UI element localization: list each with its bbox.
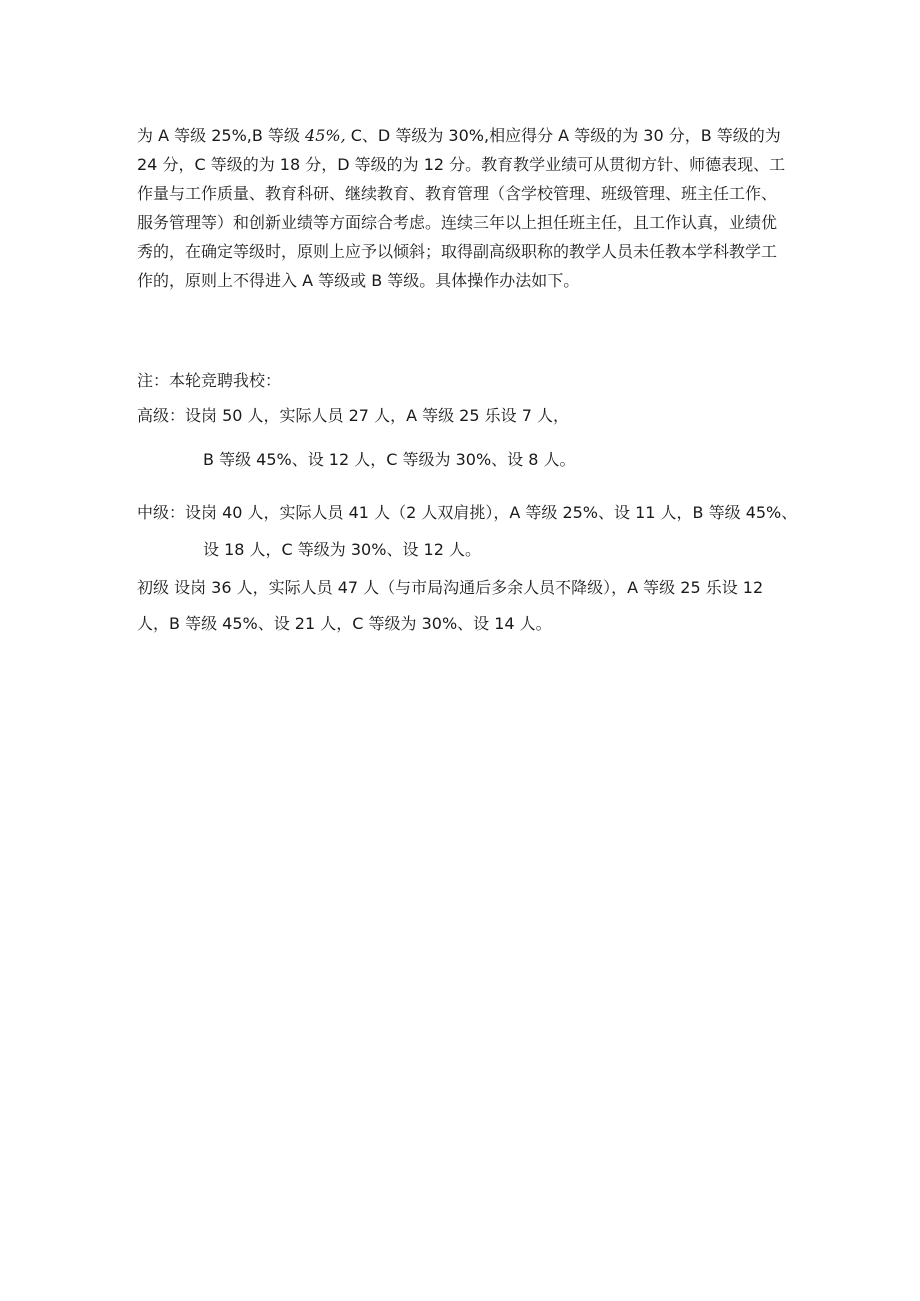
intermediate-line-1: 中级：设岗 40 人，实际人员 41 人（2 人双肩挑），A 等级 25%、设 11 人，B 等级 45%、 bbox=[137, 503, 798, 522]
junior-line-2: 人，B 等级 45%、设 21 人，C 等级为 30%、设 14 人。 bbox=[137, 614, 552, 633]
body-paragraph-lead: 为 A 等级 25%,B 等级 bbox=[137, 126, 306, 145]
intermediate-line-2: 设 18 人，C 等级为 30%、设 12 人。 bbox=[203, 540, 481, 559]
junior-line-1: 初级 设岗 36 人，实际人员 47 人（与市局沟通后多余人员不降级），A 等级 25 乐设 12 bbox=[137, 578, 764, 597]
body-paragraph-italic-value: 45%, bbox=[305, 126, 346, 145]
senior-line-1: 高级：设岗 50 人，实际人员 27 人，A 等级 25 乐设 7 人， bbox=[137, 406, 569, 425]
body-paragraph-rest: C、D 等级为 30%,相应得分 A 等级的为 30 分，B 等级的为 24 分，C 等级的为 18 分，D 等级的为 12 分。教育教学业绩可从贯彻方针、师德表现、工作量与工作质量、教育科研、继续教育、教育管理（含学校管理、班级管理、班主任工作、服务管理等）和创新业绩等方面综合考虑。连续三年以上担任班主任，且工作认真，业绩优秀的，在确定等级时，原则上应予以倾斜；取得副高级职称的教学人员未任教本学科教学工作的，原则上不得进入 A 等级或 B 等级。具体操作办法如下。 bbox=[137, 126, 786, 290]
body-paragraph bbox=[137, 121, 787, 295]
note-heading: 注：本轮竞聘我校： bbox=[137, 371, 282, 390]
senior-line-2: B 等级 45%、设 12 人，C 等级为 30%、设 8 人。 bbox=[203, 450, 576, 469]
